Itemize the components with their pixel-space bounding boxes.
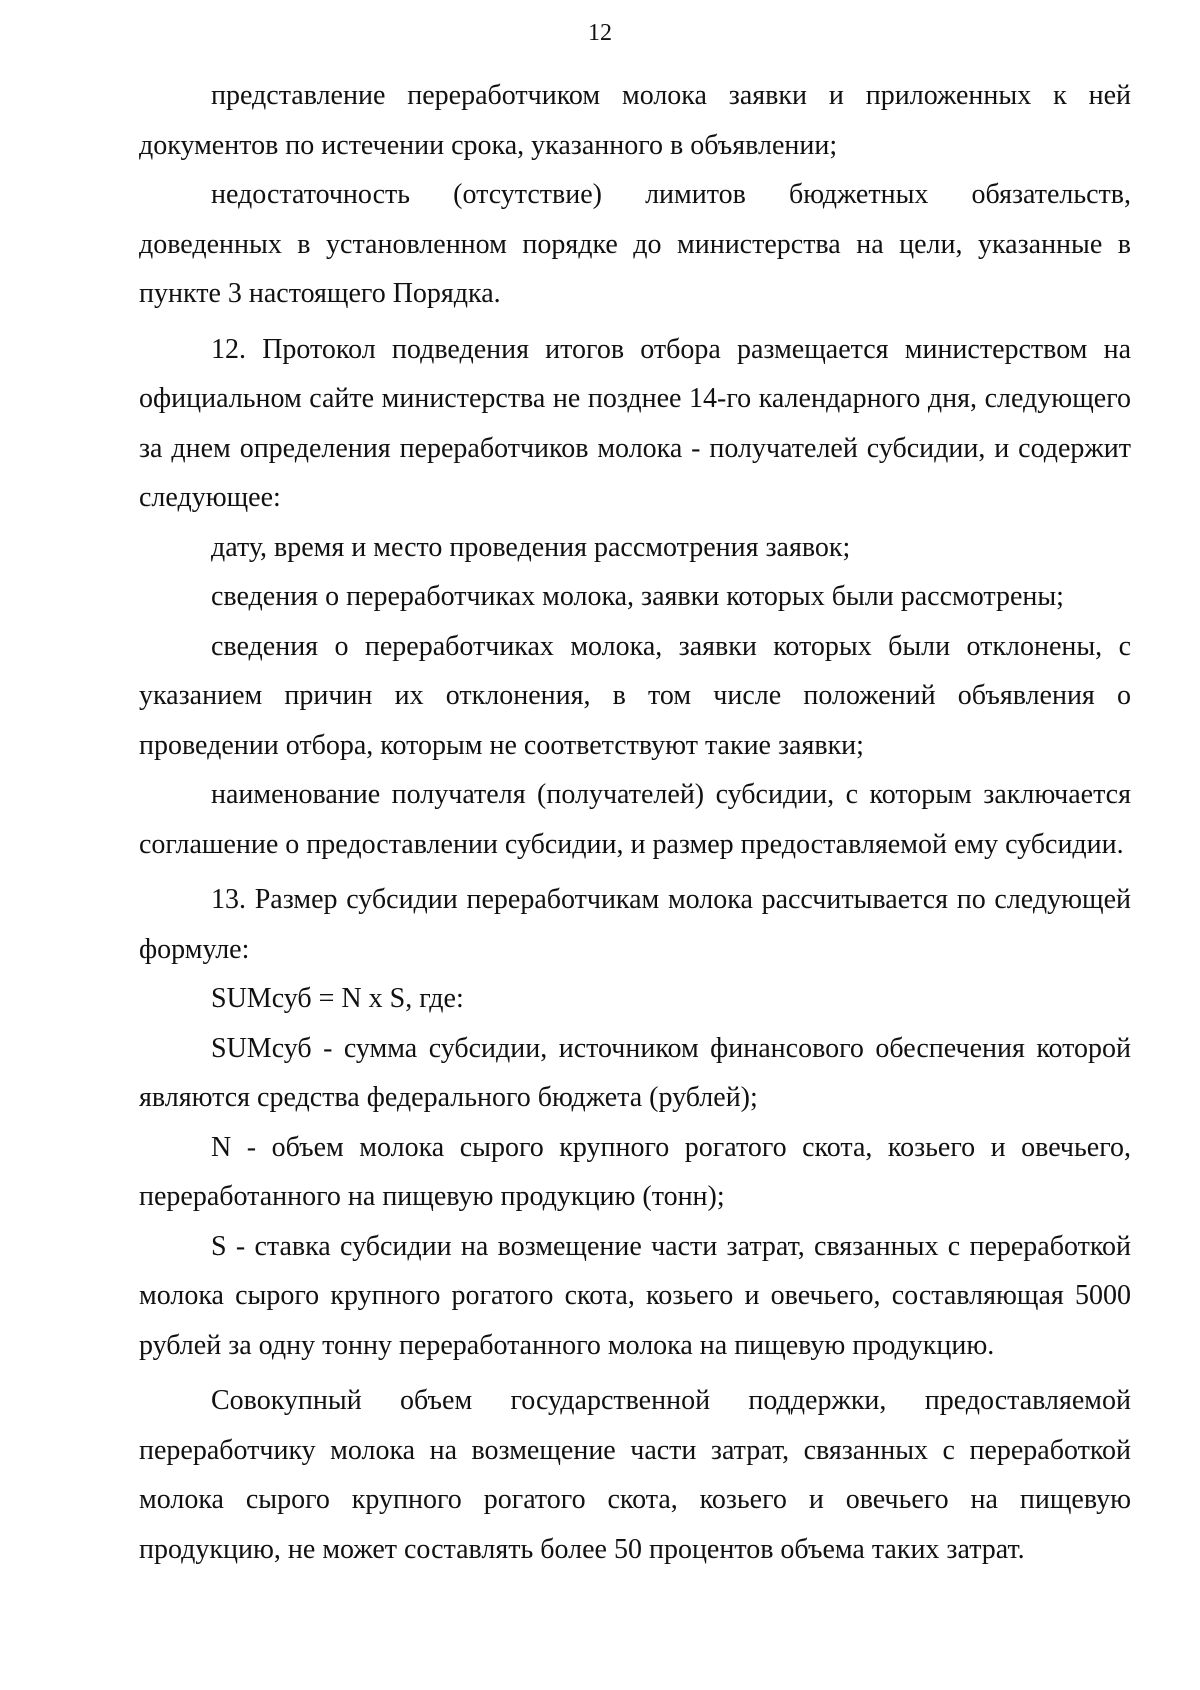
paragraph-n-definition: N - объем молока сырого крупного рогатого скота, козьего и овечьего, переработанного на пищевую продукцию (тонн); (139, 1131, 1131, 1212)
paragraph-total-support-limit: Совокупный объем государственной поддержки, предоставляемой переработчику молока на возмещение части затрат, связанных с переработкой молока сырого крупного рогатого скота, козьего и овечьего на пищевую продукцию, не может составлять более 50 процентов объема таких затрат. (139, 1385, 1131, 1565)
page-number: 12 (588, 20, 612, 46)
document-body (139, 71, 1131, 1574)
paragraph-reviewed-applicants: сведения о переработчиках молока, заявки которых были рассмотрены; (211, 581, 1064, 612)
paragraph-item-12-protocol: 12. Протокол подведения итогов отбора размещается министерством на официальном сайте министерства не позднее 14-го календарного дня, следующего за днем определения переработчиков молока - получателей субсидии, и содержит следующее: (139, 333, 1131, 513)
paragraph-formula: SUMсуб = N x S, где: (211, 983, 464, 1014)
paragraph-review-date: дату, время и место проведения рассмотрения заявок; (211, 531, 851, 563)
paragraph-rejected-applicants: сведения о переработчиках молока, заявки которых были отклонены, с указанием причин их отклонения, в том числе положений объявления о проведении отбора, которым не соответствуют такие заявки; (139, 630, 1131, 761)
paragraph-recipient-name: наименование получателя (получателей) субсидии, с которым заключается соглашение о предоставлении субсидии, и размер предоставляемой ему субсидии. (139, 779, 1131, 860)
paragraph-continuation-deadline: представление переработчиком молока заявки и приложенных к ней документов по истечении срока, указанного в объявлении; (139, 80, 1131, 161)
paragraph-insufficient-limits: недостаточность (отсутствие) лимитов бюджетных обязательств, доведенных в установленном порядке до министерства на цели, указанные в пункте 3 настоящего Порядка. (139, 179, 1131, 309)
paragraph-item-13-formula-intro: 13. Размер субсидии переработчикам молока рассчитывается по следующей формуле: (139, 884, 1131, 965)
paragraph-sum-definition: SUMсуб - сумма субсидии, источником финансового обеспечения которой являются средства федерального бюджета (рублей); (139, 1032, 1131, 1113)
paragraph-s-definition: S - ставка субсидии на возмещение части затрат, связанных с переработкой молока сырого крупного рогатого скота, козьего и овечьего, составляющая 5000 рублей за одну тонну переработанного молока на пищевую продукцию. (139, 1230, 1131, 1361)
